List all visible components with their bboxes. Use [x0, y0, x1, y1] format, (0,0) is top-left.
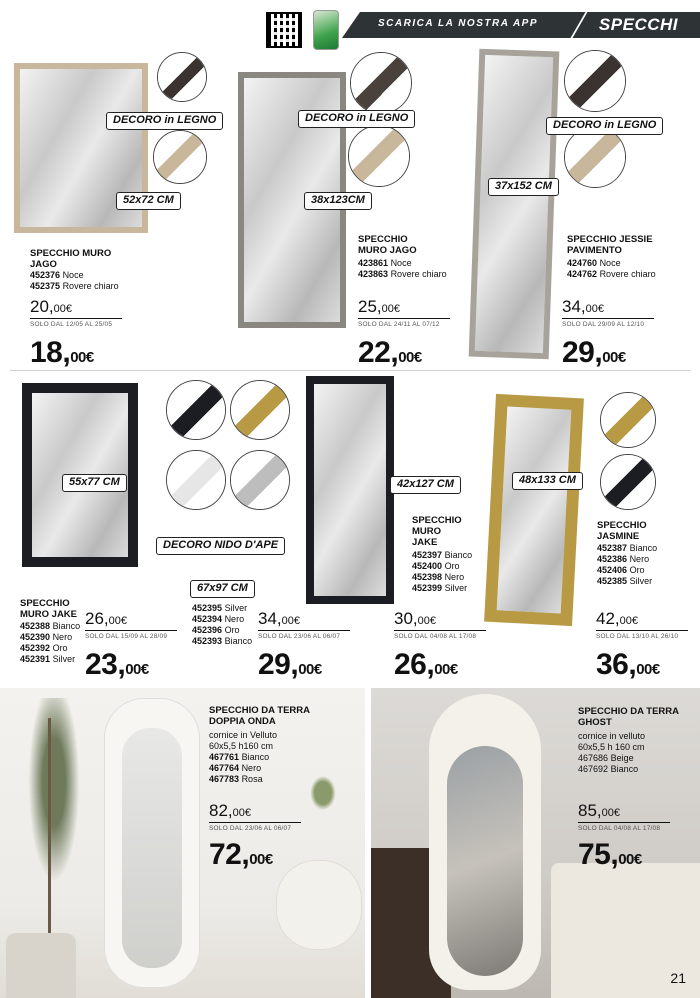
new-price: 75,00€	[578, 838, 642, 871]
offer-period: SOLO DAL 23/06 AL 06/07	[258, 630, 350, 640]
old-price: 34,00€	[562, 297, 604, 316]
decor-gold-swatch	[230, 380, 290, 440]
product-codes: 452387 Bianco 452386 Nero 452406 Oro 452385 Silver	[597, 543, 658, 586]
product-codes: 452395 Silver 452394 Nero 452396 Oro 452393 Bianco	[192, 603, 253, 646]
download-app-label[interactable]: SCARICA LA NOSTRA APP	[378, 18, 539, 29]
offer-period: SOLO DAL 15/09 AL 28/09	[85, 630, 177, 640]
old-price: 30,00€	[394, 609, 436, 628]
size-label: 52x72 CM	[116, 192, 181, 210]
offer-period: SOLO DAL 24/11 AL 07/12	[358, 318, 450, 328]
product-codes: 452376 Noce 452375 Rovere chiaro	[30, 270, 119, 291]
size-label: 37x152 CM	[488, 178, 559, 196]
product-name: SPECCHIO DA TERRA GHOST	[578, 706, 679, 728]
phone-app-icon	[313, 10, 339, 50]
decor-oak-swatch	[564, 126, 626, 188]
decor-walnut-swatch	[350, 52, 412, 114]
decor-gold-swatch	[600, 392, 656, 448]
product-name: SPECCHIO DA TERRA DOPPIA ONDA	[209, 705, 310, 727]
product-codes: cornice in velluto 60x5,5 h 160 cm 467686 Beige 467692 Bianco	[578, 731, 646, 774]
old-price: 85,00€	[578, 801, 620, 820]
decor-walnut-swatch	[564, 50, 626, 112]
offer-period: SOLO DAL 04/08 AL 17/08	[578, 822, 670, 832]
old-price: 26,00€	[85, 609, 127, 628]
product-codes: 452388 Bianco 452390 Nero 452392 Oro 452391 Silver	[20, 621, 81, 664]
offer-period: SOLO DAL 29/09 AL 12/10	[562, 318, 654, 328]
product-codes: 424760 Noce 424762 Rovere chiaro	[567, 258, 656, 279]
decor-label: DECORO in LEGNO	[546, 117, 663, 135]
new-price: 36,00€	[596, 648, 660, 681]
qr-code[interactable]	[266, 12, 302, 48]
row-divider	[10, 370, 690, 371]
product-codes: 452397 Bianco 452400 Oro 452398 Nero 452399 Silver	[412, 550, 473, 593]
size-label: 38x123CM	[304, 192, 372, 210]
old-price: 25,00€	[358, 297, 400, 316]
size-label: 42x127 CM	[390, 476, 461, 494]
new-price: 26,00€	[394, 648, 458, 681]
size-label: 48x133 CM	[512, 472, 583, 490]
decor-white-swatch	[166, 450, 226, 510]
header-separator	[570, 12, 587, 38]
product-name: SPECCHIO MURO JAGO	[30, 248, 112, 270]
mirror-jasmine	[484, 394, 584, 626]
product-name: SPECCHIO MURO JAGO	[358, 234, 417, 256]
decor-oak-swatch	[153, 130, 207, 184]
old-price: 20,00€	[30, 297, 72, 316]
offer-period: SOLO DAL 13/10 AL 26/10	[596, 630, 688, 640]
old-price: 82,00€	[209, 801, 251, 820]
old-price: 42,00€	[596, 609, 638, 628]
photo-ghost	[371, 688, 700, 998]
size-label: 55x77 CM	[62, 474, 127, 492]
product-name: SPECCHIO JASMINE	[597, 520, 647, 542]
decor-black-swatch	[600, 454, 656, 510]
header-bar	[360, 12, 700, 38]
decor-silver-swatch	[230, 450, 290, 510]
mirror-muro-jake-big	[306, 376, 394, 604]
mirror-jessie	[469, 49, 560, 360]
decor-black-swatch	[166, 380, 226, 440]
product-codes: 423861 Noce 423863 Rovere chiaro	[358, 258, 447, 279]
new-price: 29,00€	[562, 336, 626, 369]
product-codes: cornice in Velluto 60x5,5 h160 cm 467761 Bianco 467764 Nero 467783 Rosa	[209, 730, 278, 784]
decor-label: DECORO in LEGNO	[298, 110, 415, 128]
decor-walnut-swatch	[157, 52, 207, 102]
size-label: 67x97 CM	[190, 580, 255, 598]
decor-oak-swatch	[348, 125, 410, 187]
new-price: 29,00€	[258, 648, 322, 681]
page-number: 21	[670, 970, 686, 986]
offer-period: SOLO DAL 23/06 AL 06/07	[209, 822, 301, 832]
decor-label: DECORO in LEGNO	[106, 112, 223, 130]
product-name: SPECCHIO MURO JAKE	[412, 515, 462, 548]
product-name: SPECCHIO JESSIE PAVIMENTO	[567, 234, 653, 256]
decor-label: DECORO NIDO D'APE	[156, 537, 285, 555]
new-price: 22,00€	[358, 336, 422, 369]
offer-period: SOLO DAL 12/05 AL 25/05	[30, 318, 122, 328]
new-price: 72,00€	[209, 838, 273, 871]
new-price: 18,00€	[30, 336, 94, 369]
photo-doppia-onda	[0, 688, 365, 998]
product-name: SPECCHIO MURO JAKE	[20, 598, 78, 620]
section-title: SPECCHI	[598, 15, 678, 34]
new-price: 23,00€	[85, 648, 149, 681]
old-price: 34,00€	[258, 609, 300, 628]
offer-period: SOLO DAL 04/08 AL 17/08	[394, 630, 486, 640]
